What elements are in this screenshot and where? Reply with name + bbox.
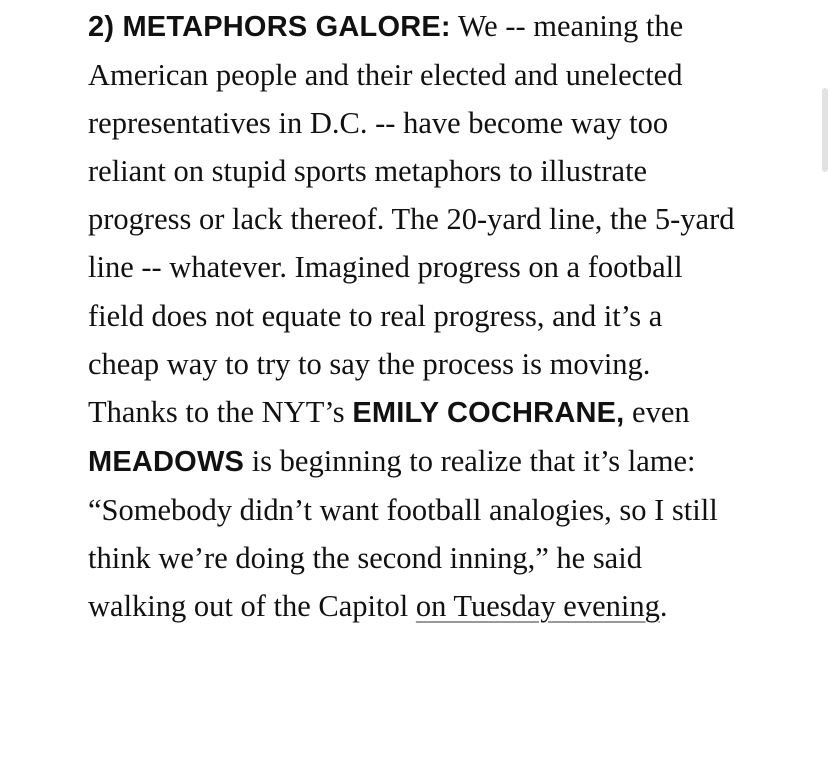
article-paragraph (88, 2, 738, 630)
paragraph-text: is beginning to realize that it’s lame: “Somebody didn’t want football analogies, so I still think we’re doing the second inning,” he said walking out of the Capitol (88, 443, 718, 624)
paragraph-text: We -- meaning the American people and their elected and unelected representatives in D.C. -- have become way too reliant on stupid sports metaphors to illustrate progress or lack thereof. The 20-yard line, the 5-yard line -- whatever. Imagined progress on a football field does not equate to real progress, and it’s a cheap way to try to say the process is moving. Thanks to the NYT’s (88, 9, 735, 429)
person-name: MEADOWS (88, 445, 245, 478)
source-link[interactable]: on Tuesday evening (415, 589, 660, 624)
paragraph-text: even (624, 394, 690, 429)
reporter-name: EMILY COCHRANE, (352, 396, 625, 429)
paragraph-text: . (659, 589, 668, 624)
scrollbar[interactable] (822, 88, 828, 172)
section-heading: 2) METAPHORS GALORE: (88, 11, 451, 43)
